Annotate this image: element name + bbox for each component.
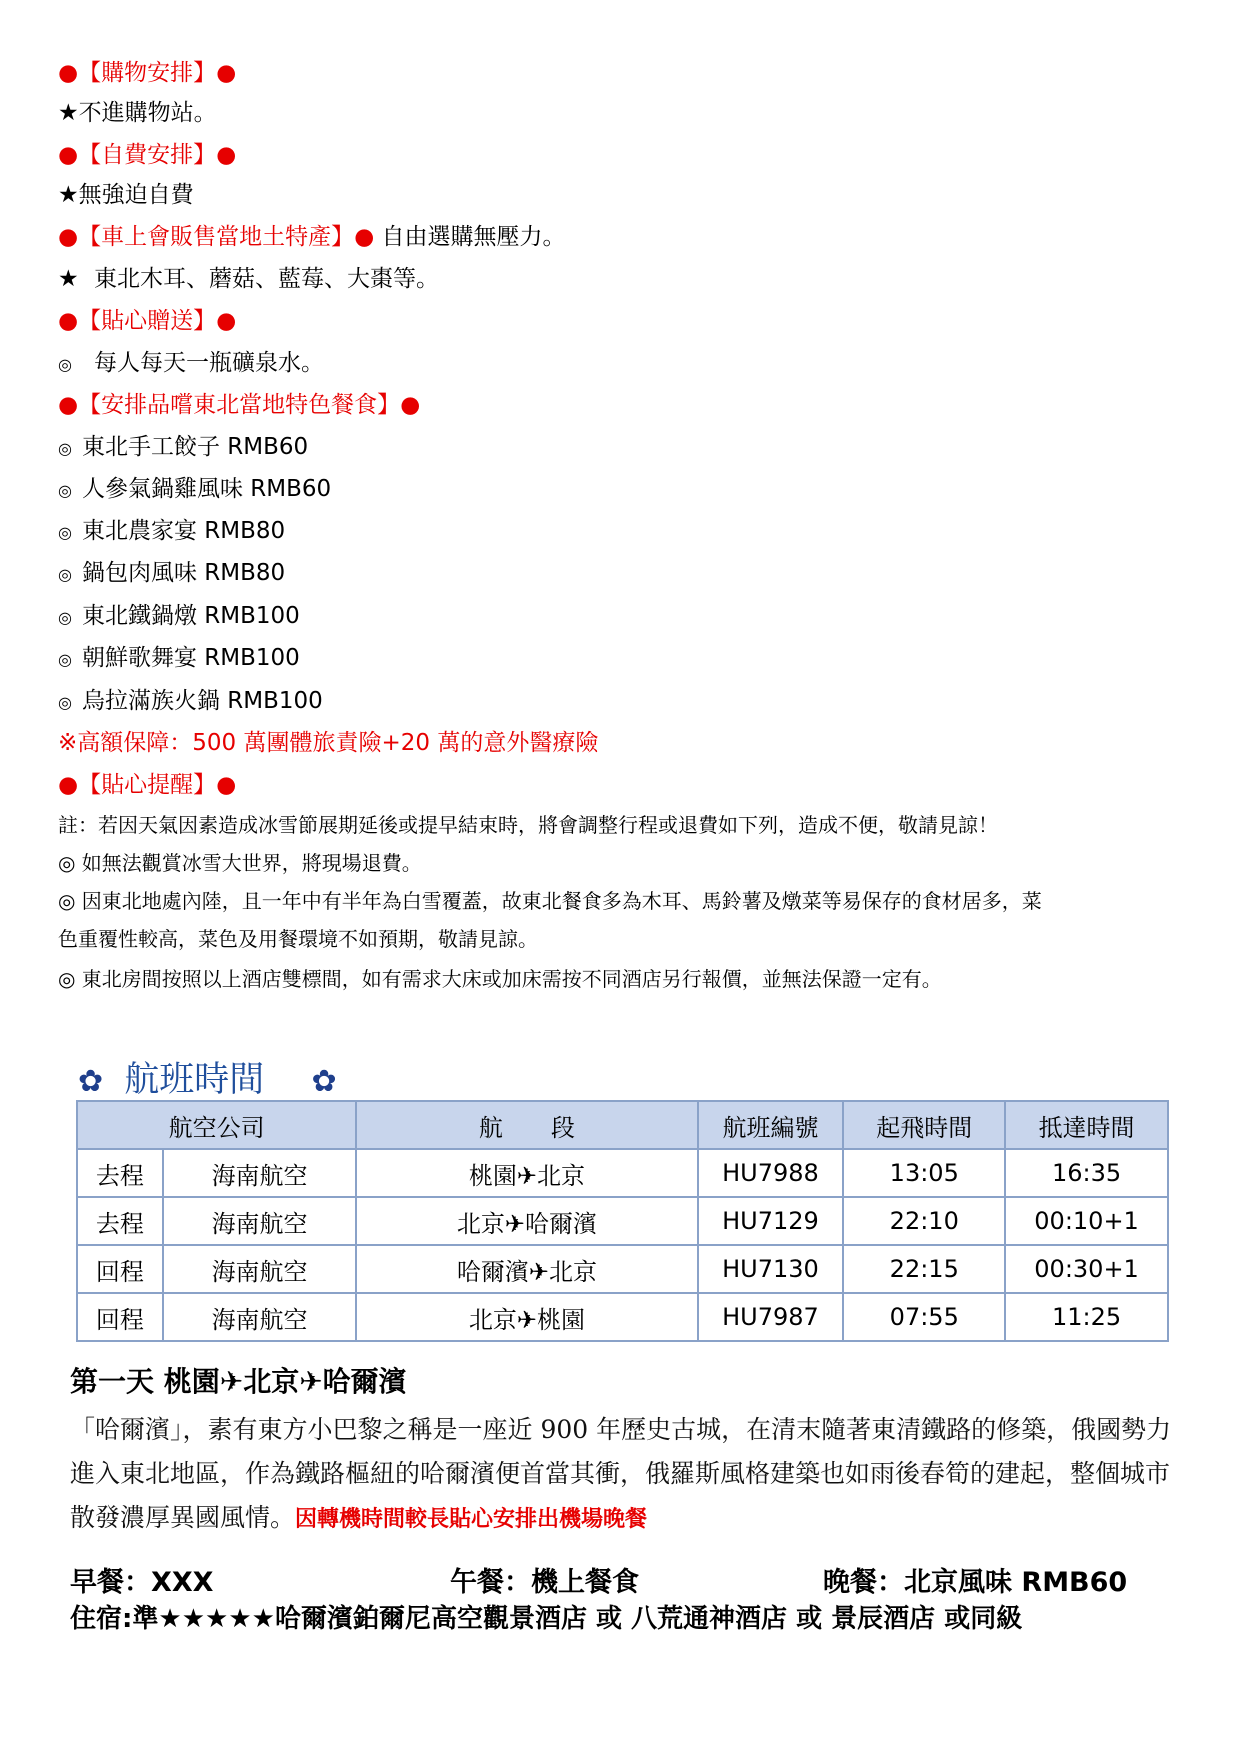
flight-no-cell: HU7987	[698, 1293, 844, 1341]
optional-text: ★無強迫自費	[58, 182, 194, 208]
flight-section-title: ✿ 航班時間 ✿	[78, 1060, 337, 1100]
airline-cell: 海南航空	[163, 1293, 357, 1341]
flight-no-cell: HU7988	[698, 1149, 844, 1197]
depart-cell: 13:05	[843, 1149, 1005, 1197]
reminder-note: 色重覆性較高，菜色及用餐環境不如預期，敬請見諒。	[58, 927, 538, 951]
reminder-note: 註：若因天氣因素造成冰雪節展期延後或提早結束時，將會調整行程或退費如下列，造成不便，敬請見諒！	[58, 813, 998, 837]
header-flight-no: 航班編號	[698, 1101, 844, 1149]
insurance-note: ※高額保障：500 萬團體旅責險+20 萬的意外醫療險	[58, 730, 599, 756]
table-row	[77, 1197, 1168, 1245]
leg-cell: 回程	[77, 1245, 163, 1293]
day1-accommodation: 住宿:準★★★★★哈爾濱鉑爾尼高空觀景酒店 或 八荒通神酒店 或 景辰酒店 或同級	[70, 1604, 1023, 1634]
arrive-cell: 00:30+1	[1005, 1245, 1168, 1293]
header-arrive: 抵達時間	[1005, 1101, 1168, 1149]
day1-title: 第一天 桃園✈北京✈哈爾濱	[70, 1365, 407, 1398]
route-cell: 桃園✈北京	[356, 1149, 697, 1197]
optional-header: ●【自費安排】●	[58, 142, 237, 168]
day1-description: 「哈爾濱」，素有東方小巴黎之稱是一座近 900 年歷史古城，在清末隨著東清鐵路的修築，俄國勢力進入東北地區，作為鐵路樞紐的哈爾濱便首當其衝，俄羅斯風格建築也如雨後春筍的建起，整個城市散發濃厚異國風情。因轉機時間較長貼心安排出機場晚餐	[70, 1415, 1172, 1532]
leg-cell: 去程	[77, 1197, 163, 1245]
table-header-row	[77, 1101, 1168, 1149]
leg-cell: 回程	[77, 1293, 163, 1341]
food-item: ◎ 東北農家宴 RMB80	[58, 518, 286, 544]
route-cell: 北京✈桃園	[356, 1293, 697, 1341]
arrive-cell: 11:25	[1005, 1293, 1168, 1341]
flight-no-cell: HU7129	[698, 1197, 844, 1245]
table-row	[77, 1149, 1168, 1197]
reminder-note: ◎ 因東北地處內陸，且一年中有半年為白雪覆蓋，故東北餐食多為木耳、馬鈴薯及燉菜等易保存的食材居多，菜	[58, 889, 1042, 913]
dinner: 晚餐：北京風味 RMB60	[823, 1567, 1128, 1598]
depart-cell: 22:15	[843, 1245, 1005, 1293]
food-item: ◎ 人參氣鍋雞風味 RMB60	[58, 476, 332, 502]
food-item: ◎ 鍋包肉風味 RMB80	[58, 560, 286, 586]
depart-cell: 22:10	[843, 1197, 1005, 1245]
header-depart: 起飛時間	[843, 1101, 1005, 1149]
arrive-cell: 00:10+1	[1005, 1197, 1168, 1245]
reminder-note: ◎ 如無法觀賞冰雪大世界，將現場退費。	[58, 851, 422, 875]
leg-cell: 去程	[77, 1149, 163, 1197]
lunch: 午餐：機上餐食	[450, 1567, 639, 1598]
reminder-note: ◎ 東北房間按照以上酒店雙標間，如有需求大床或加床需按不同酒店另行報價，並無法保證一定有。	[58, 967, 942, 991]
onboard-header: ●【車上會販售當地土特產】● 自由選購無壓力。	[58, 224, 566, 250]
breakfast: 早餐：XXX	[70, 1567, 214, 1598]
shopping-text: ★不進購物站。	[58, 100, 217, 126]
reminder-header: ●【貼心提醒】●	[58, 772, 237, 798]
header-route: 航 段	[356, 1101, 697, 1149]
food-item: ◎ 烏拉滿族火鍋 RMB100	[58, 688, 323, 714]
gift-text: ◎ 每人每天一瓶礦泉水。	[58, 350, 324, 376]
arrive-cell: 16:35	[1005, 1149, 1168, 1197]
flower-icon: ✿	[311, 1064, 337, 1099]
airline-cell: 海南航空	[163, 1245, 357, 1293]
food-item: ◎ 朝鮮歌舞宴 RMB100	[58, 645, 300, 671]
shopping-header: ●【購物安排】●	[58, 60, 237, 86]
day1-highlight: 因轉機時間較長貼心安排出機場晚餐	[295, 1507, 648, 1532]
airline-cell: 海南航空	[163, 1197, 357, 1245]
depart-cell: 07:55	[843, 1293, 1005, 1341]
table-row	[77, 1245, 1168, 1293]
route-cell: 哈爾濱✈北京	[356, 1245, 697, 1293]
food-header: ●【安排品嚐東北當地特色餐食】●	[58, 392, 421, 418]
route-cell: 北京✈哈爾濱	[356, 1197, 697, 1245]
airline-cell: 海南航空	[163, 1149, 357, 1197]
food-item: ◎ 東北手工餃子 RMB60	[58, 434, 309, 460]
gift-header: ●【貼心贈送】●	[58, 308, 237, 334]
table-row	[77, 1293, 1168, 1341]
flight-no-cell: HU7130	[698, 1245, 844, 1293]
flower-icon: ✿	[78, 1064, 104, 1099]
header-airline: 航空公司	[77, 1101, 356, 1149]
food-item: ◎ 東北鐵鍋燉 RMB100	[58, 603, 300, 629]
onboard-items: ★ 東北木耳、蘑菇、藍莓、大棗等。	[58, 266, 439, 292]
flight-table	[76, 1100, 1169, 1342]
